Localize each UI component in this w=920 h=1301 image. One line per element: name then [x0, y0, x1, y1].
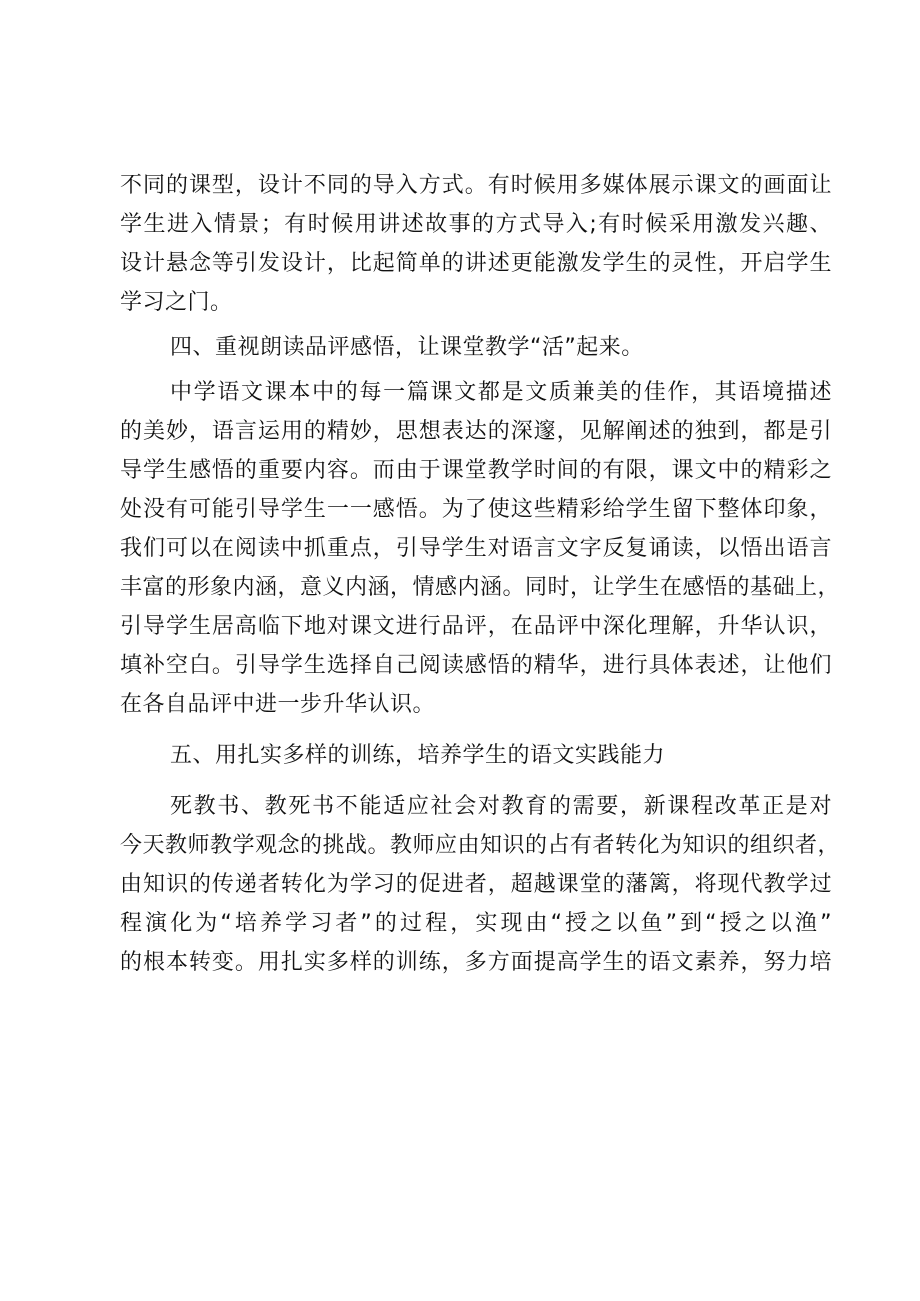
paragraph-line: 丰富的形象内涵，意义内涵，情感内涵。同时，让学生在感悟的基础上，	[120, 575, 841, 600]
paragraph-line: 导学生感悟的重要内容。而由于课堂教学时间的有限，课文中的精彩之	[120, 458, 832, 483]
paragraph-line: 死教书、教死书不能适应社会对教育的需要，新课程改革正是对	[170, 794, 832, 819]
paragraph-line: 我们可以在阅读中抓重点，引导学生对语言文字反复诵读，以悟出语言	[120, 536, 832, 561]
paragraph-line: 不同的课型，设计不同的导入方式。有时候用多媒体展示课文的画面让	[120, 173, 832, 198]
paragraph-line: 学习之门。	[120, 290, 233, 315]
paragraph-line: 填补空白。引导学生选择自己阅读感悟的精华，进行具体表述，让他们	[120, 653, 832, 678]
paragraph-line: 的美妙，语言运用的精妙，思想表达的深邃，见解阐述的独到，都是引	[120, 419, 832, 444]
section-heading-5: 五、用扎实多样的训练，培养学生的语文实践能力	[170, 743, 666, 768]
paragraph-line: 引导学生居高临下地对课文进行品评，在品评中深化理解，升华认识，	[120, 614, 832, 639]
paragraph-line: 程演化为“培养学习者”的过程，实现由“授之以鱼”到“授之以渔”	[120, 911, 832, 936]
paragraph-line: 学生进入情景；有时候用讲述故事的方式导入;有时候采用激发兴趣、	[120, 212, 832, 237]
paragraph-line: 在各自品评中进一步升华认识。	[120, 692, 436, 717]
paragraph-3	[120, 787, 841, 982]
paragraph-line: 中学语文课本中的每一篇课文都是文质兼美的佳作，其语境描述	[170, 380, 832, 405]
paragraph-line: 设计悬念等引发设计，比起简单的讲述更能激发学生的灵性，开启学生	[120, 251, 832, 276]
section-heading-4: 四、重视朗读品评感悟，让课堂教学“活”起来。	[170, 335, 644, 360]
paragraph-line: 的根本转变。用扎实多样的训练，多方面提高学生的语文素养，努力培	[120, 950, 832, 975]
paragraph-line: 今天教师教学观念的挑战。教师应由知识的占有者转化为知识的组织者，	[120, 833, 841, 858]
document-body	[120, 166, 841, 982]
paragraph-line: 处没有可能引导学生一一感悟。为了使这些精彩给学生留下整体印象，	[120, 497, 832, 522]
paragraph-line: 由知识的传递者转化为学习的促进者，超越课堂的藩篱，将现代教学过	[120, 872, 832, 897]
paragraph-1	[120, 166, 832, 322]
spacer	[120, 724, 832, 730]
paragraph-2	[120, 373, 841, 724]
